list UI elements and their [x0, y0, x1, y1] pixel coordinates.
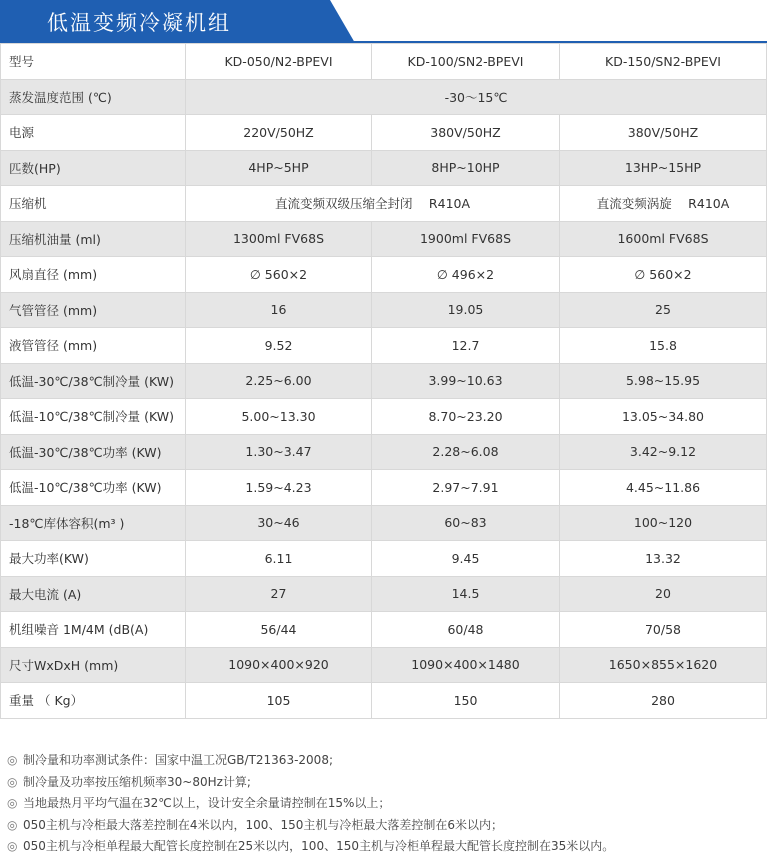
row-value: 8HP~10HP	[372, 150, 560, 186]
row-value: 30~46	[186, 505, 372, 541]
row-value: 380V/50HZ	[372, 115, 560, 151]
row-value: ∅ 496×2	[372, 257, 560, 293]
row-label: 压缩机	[1, 186, 186, 222]
row-value: 4.45~11.86	[560, 470, 767, 506]
table-row	[1, 399, 767, 435]
row-label: 风扇直径 (mm)	[1, 257, 186, 293]
row-value: 9.52	[186, 328, 372, 364]
notes-list	[7, 750, 762, 858]
row-value: 4HP~5HP	[186, 150, 372, 186]
row-value: 2.25~6.00	[186, 363, 372, 399]
row-value: 2.28~6.08	[372, 434, 560, 470]
note-bullet-icon: ◎	[7, 839, 18, 853]
row-value: 220V/50HZ	[186, 115, 372, 151]
row-label: 电源	[1, 115, 186, 151]
row-value: 8.70~23.20	[372, 399, 560, 435]
row-label: 尺寸WxDxH (mm)	[1, 647, 186, 683]
row-value: 60/48	[372, 612, 560, 648]
note-item	[7, 793, 762, 815]
row-value: 1.59~4.23	[186, 470, 372, 506]
row-value: 15.8	[560, 328, 767, 364]
note-bullet-icon: ◎	[7, 817, 18, 832]
note-text: 制冷量和功率测试条件：国家中温工况GB/T21363-2008;	[23, 753, 333, 767]
row-value: 1600ml FV68S	[560, 221, 767, 257]
table-row	[1, 186, 767, 222]
row-value: 13HP~15HP	[560, 150, 767, 186]
table-row	[1, 541, 767, 577]
table-row	[1, 363, 767, 399]
note-bullet-icon: ◎	[7, 796, 18, 810]
row-value: 1650×855×1620	[560, 647, 767, 683]
row-label: 匹数(HP)	[1, 150, 186, 186]
note-text: 当地最热月平均气温在32℃以上，设计安全余量请控制在15%以上；	[23, 796, 391, 810]
row-value: 380V/50HZ	[560, 115, 767, 151]
note-item	[7, 815, 762, 837]
row-label: -18℃库体容积(m³ )	[1, 505, 186, 541]
row-value: 9.45	[372, 541, 560, 577]
table-row	[1, 683, 767, 719]
row-value: 5.00~13.30	[186, 399, 372, 435]
table-row	[1, 505, 767, 541]
row-label: 气管管径 (mm)	[1, 292, 186, 328]
row-value: 14.5	[372, 576, 560, 612]
row-value: 6.11	[186, 541, 372, 577]
table-row	[1, 79, 767, 115]
table-row	[1, 612, 767, 648]
row-value: 13.05~34.80	[560, 399, 767, 435]
row-value: 60~83	[372, 505, 560, 541]
row-value: 1900ml FV68S	[372, 221, 560, 257]
row-value: 70/58	[560, 612, 767, 648]
table-row	[1, 328, 767, 364]
note-text: 050主机与冷柜最大落差控制在4米以内，100、150主机与冷柜最大落差控制在6米以内；	[23, 817, 503, 832]
header-row	[1, 44, 767, 80]
row-value: 3.42~9.12	[560, 434, 767, 470]
table-row	[1, 150, 767, 186]
row-value: 100~120	[560, 505, 767, 541]
row-label: 低温-10℃/38℃功率 (KW)	[1, 470, 186, 506]
row-label: 低温-30℃/38℃制冷量 (KW)	[1, 363, 186, 399]
row-value: 1.30~3.47	[186, 434, 372, 470]
spec-table	[0, 43, 767, 719]
column-header-label: 型号	[1, 44, 186, 80]
note-text: 050主机与冷柜单程最大配管长度控制在25米以内，100、150主机与冷柜单程最大配管长度控制在35米以内。	[23, 839, 615, 853]
row-value: 2.97~7.91	[372, 470, 560, 506]
row-value: 16	[186, 292, 372, 328]
row-value: 1090×400×920	[186, 647, 372, 683]
row-value: 280	[560, 683, 767, 719]
column-header-model: KD-050/N2-BPEVI	[186, 44, 372, 80]
table-row	[1, 292, 767, 328]
note-item	[7, 836, 762, 858]
column-header-model: KD-100/SN2-BPEVI	[372, 44, 560, 80]
row-value-span: 直流变频双级压缩全封闭 R410A	[186, 186, 560, 222]
row-value: ∅ 560×2	[560, 257, 767, 293]
row-value: 3.99~10.63	[372, 363, 560, 399]
note-bullet-icon: ◎	[7, 753, 18, 767]
row-value: 12.7	[372, 328, 560, 364]
row-value: 105	[186, 683, 372, 719]
row-label: 液管管径 (mm)	[1, 328, 186, 364]
table-row	[1, 576, 767, 612]
table-row	[1, 221, 767, 257]
column-header-model: KD-150/SN2-BPEVI	[560, 44, 767, 80]
row-value: 56/44	[186, 612, 372, 648]
note-text: 制冷量及功率按压缩机频率30~80Hz计算;	[23, 774, 251, 789]
row-value-span: -30～15℃	[186, 79, 767, 115]
row-label: 最大电流 (A)	[1, 576, 186, 612]
row-value: 25	[560, 292, 767, 328]
row-label: 低温-10℃/38℃制冷量 (KW)	[1, 399, 186, 435]
table-row	[1, 434, 767, 470]
row-value: 20	[560, 576, 767, 612]
table-row	[1, 647, 767, 683]
row-label: 机组噪音 1M/4M (dB(A)	[1, 612, 186, 648]
table-row	[1, 257, 767, 293]
row-value: 150	[372, 683, 560, 719]
page-title: 低温变频冷凝机组	[47, 11, 231, 35]
table-row	[1, 115, 767, 151]
row-label: 压缩机油量 (ml)	[1, 221, 186, 257]
note-bullet-icon: ◎	[7, 774, 18, 789]
row-label: 蒸发温度范围 (℃)	[1, 79, 186, 115]
row-value: 直流变频涡旋 R410A	[560, 186, 767, 222]
row-value: 1300ml FV68S	[186, 221, 372, 257]
table-row	[1, 470, 767, 506]
row-label: 最大功率(KW)	[1, 541, 186, 577]
row-label: 重量 （ Kg）	[1, 683, 186, 719]
row-value: 5.98~15.95	[560, 363, 767, 399]
row-value: 1090×400×1480	[372, 647, 560, 683]
row-value: ∅ 560×2	[186, 257, 372, 293]
row-value: 13.32	[560, 541, 767, 577]
row-value: 19.05	[372, 292, 560, 328]
section-header	[0, 0, 767, 43]
row-label: 低温-30℃/38℃功率 (KW)	[1, 434, 186, 470]
note-item	[7, 750, 762, 772]
note-item	[7, 772, 762, 794]
row-value: 27	[186, 576, 372, 612]
